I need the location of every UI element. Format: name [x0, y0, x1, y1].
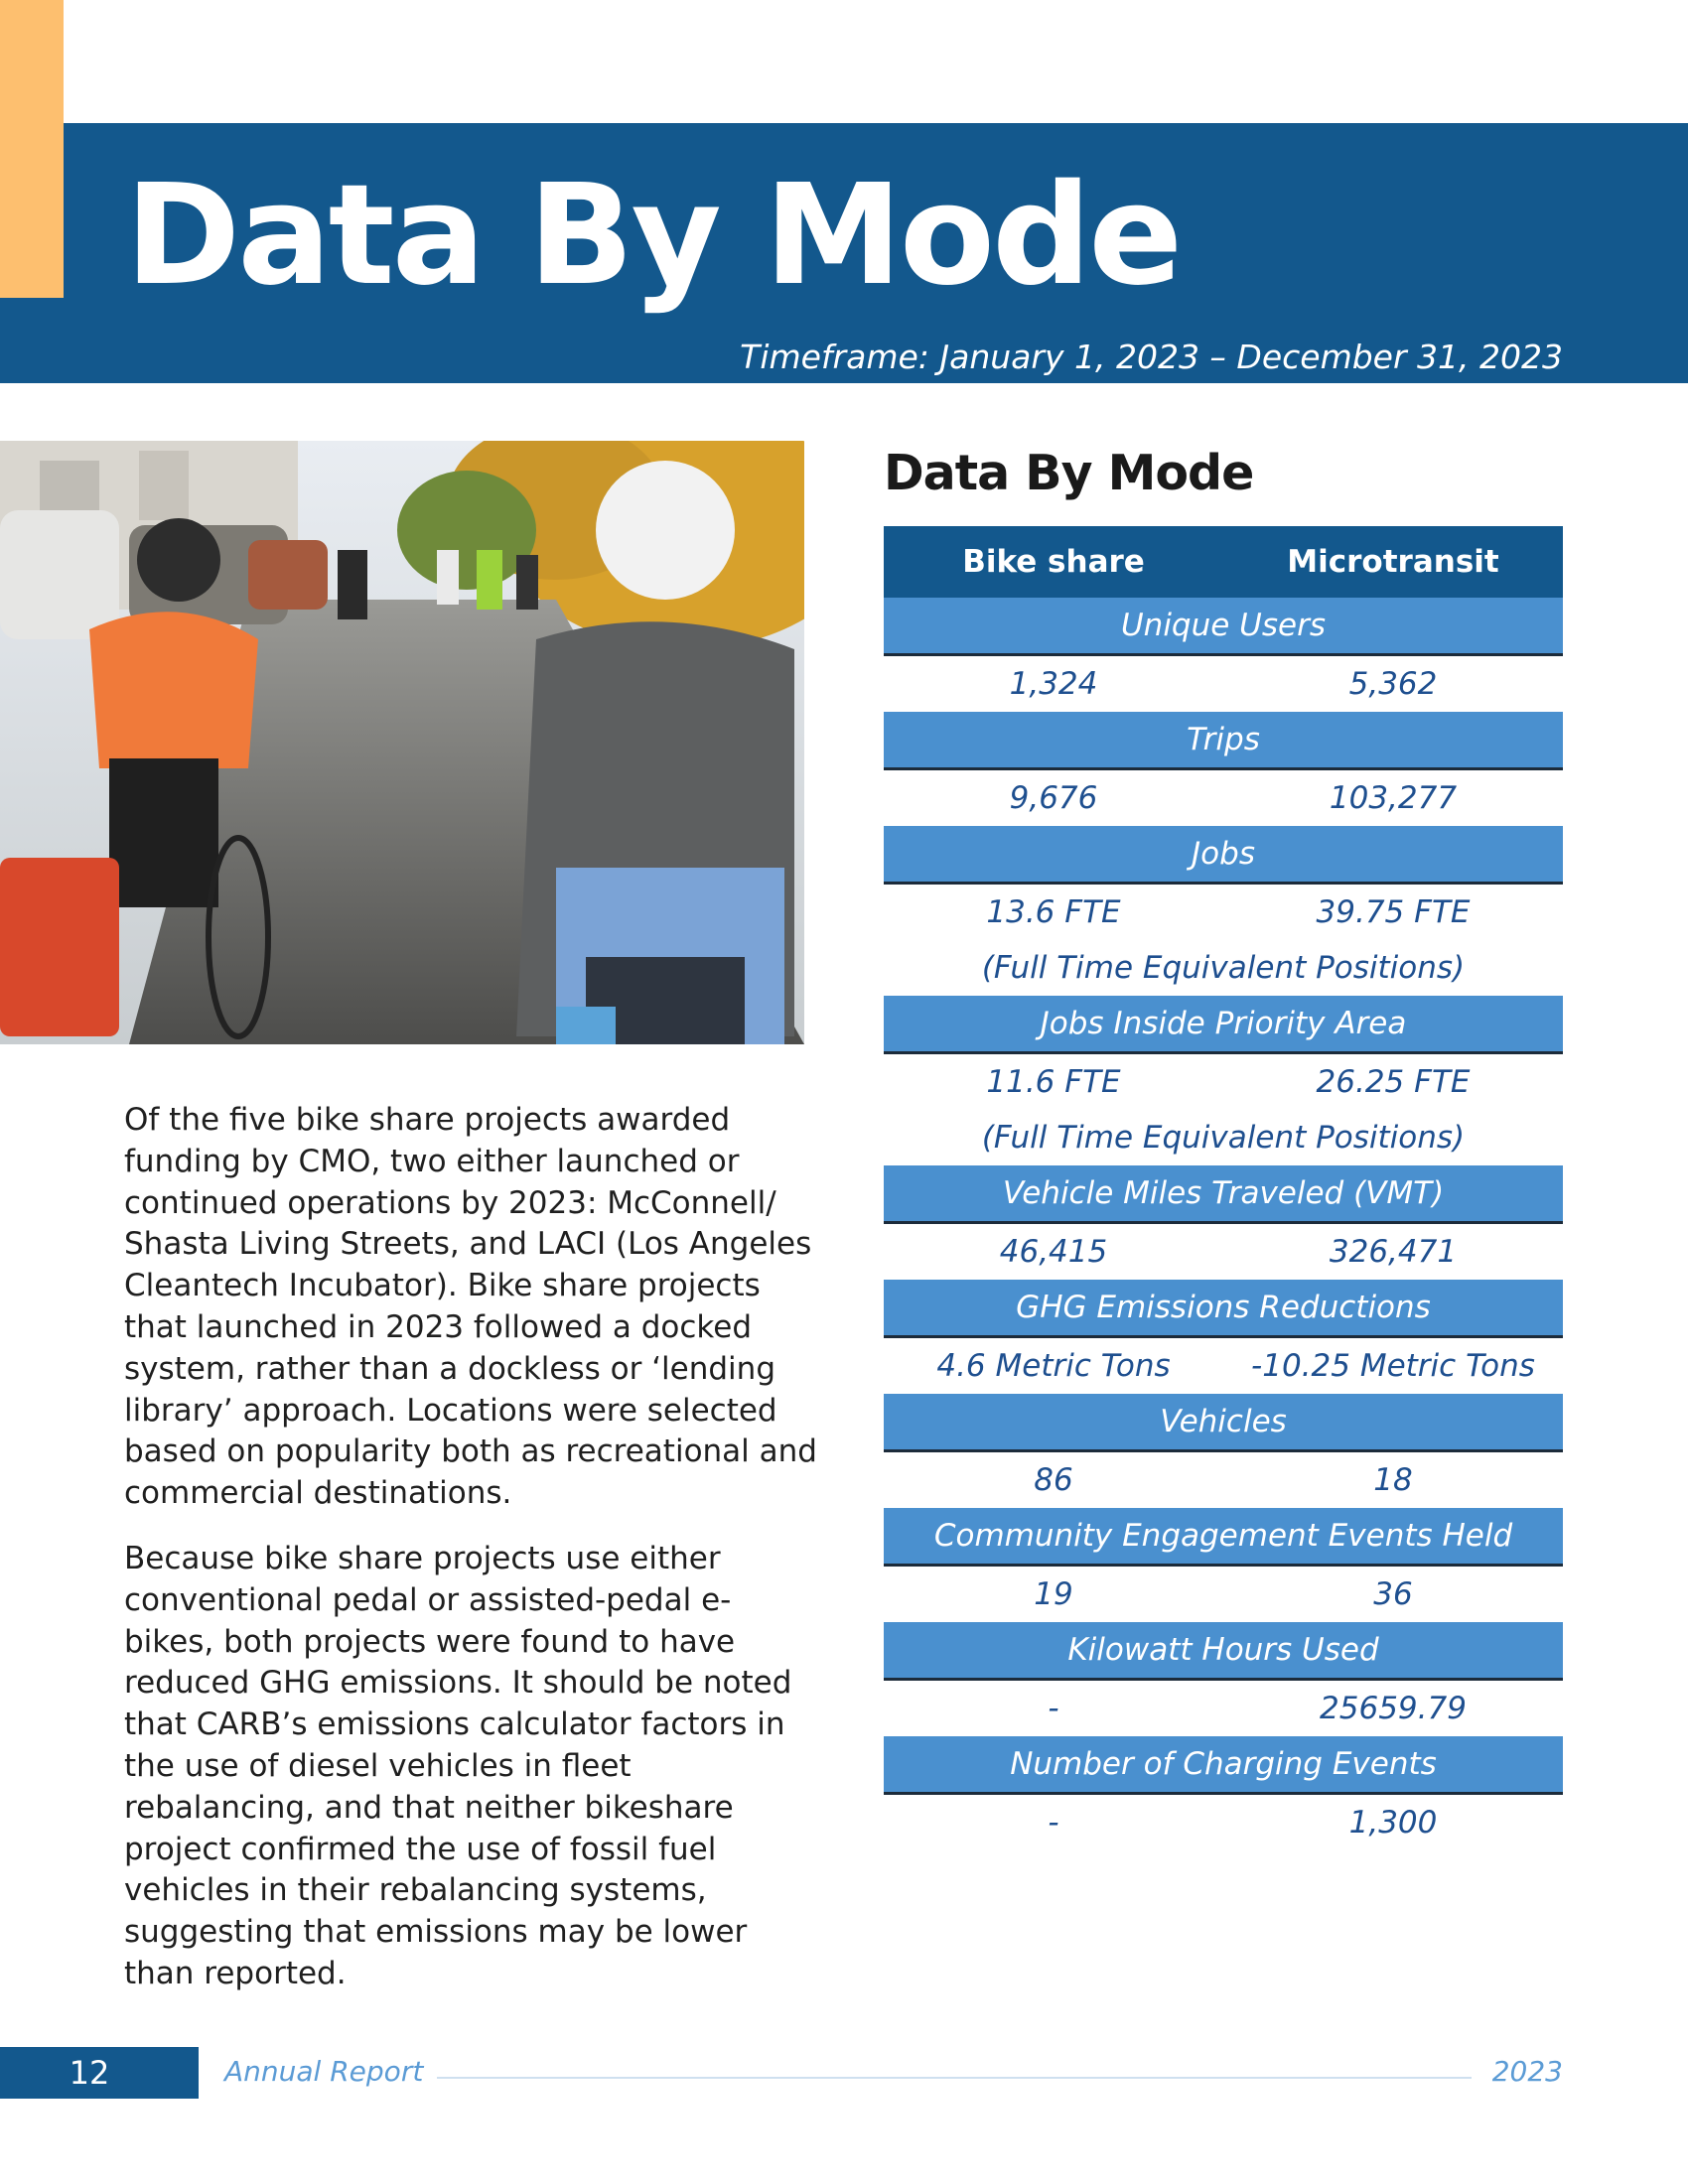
category-row: Community Engagement Events Held — [884, 1508, 1563, 1567]
body-text — [124, 1100, 819, 2019]
table-row — [884, 770, 1563, 826]
bike-share-value: 13.6 FTE — [986, 894, 1121, 930]
accent-bar-overlap — [0, 123, 64, 298]
table-row — [884, 1795, 1563, 1850]
category-row: GHG Emissions Reductions — [884, 1280, 1563, 1338]
table-row — [884, 1452, 1563, 1508]
fte-note: (Full Time Equivalent Positions) — [981, 1120, 1466, 1156]
category-row: Number of Charging Events — [884, 1736, 1563, 1795]
microtransit-value: -10.25 Metric Tons — [1251, 1348, 1535, 1384]
bike-share-value: 19 — [1034, 1576, 1073, 1612]
microtransit-value: 25659.79 — [1320, 1691, 1467, 1726]
category-row: Unique Users — [884, 598, 1563, 656]
body-paragraph-2: Because bike share projects use either conventional pedal or assisted-pedal e-bikes, both projects were found to have reduced GHG emissions. It should be noted that CARB’s emissions calculator factors in the use of diesel vehicles in fleet rebalancing, and that neither bikeshare project confirmed the use of fossil fuel vehicles in their rebalancing systems, suggesting that emissions may be lower than reported. — [124, 1540, 792, 1991]
category-row: Jobs — [884, 826, 1563, 885]
bike-share-value: - — [1048, 1691, 1059, 1726]
bike-share-value: 86 — [1034, 1462, 1073, 1498]
bike-share-value: 46,415 — [999, 1234, 1108, 1270]
table-heading: Data By Mode — [884, 445, 1254, 501]
bike-ride-photo — [0, 441, 804, 1044]
table-row — [884, 1224, 1563, 1280]
category-row: Trips — [884, 712, 1563, 770]
microtransit-value: 39.75 FTE — [1316, 894, 1471, 930]
bike-share-value: 4.6 Metric Tons — [936, 1348, 1171, 1384]
category-row: Vehicles — [884, 1394, 1563, 1452]
footer-report-label: Annual Report — [224, 2055, 424, 2088]
microtransit-value: 326,471 — [1329, 1234, 1458, 1270]
category-row: Kilowatt Hours Used — [884, 1622, 1563, 1681]
bike-share-value: - — [1048, 1805, 1059, 1841]
table-row — [884, 1681, 1563, 1736]
footer-year: 2023 — [1491, 2055, 1563, 2088]
table-header-row — [884, 526, 1563, 598]
fte-note: (Full Time Equivalent Positions) — [981, 950, 1466, 986]
column-header-microtransit: Microtransit — [1287, 544, 1499, 580]
footer-divider — [437, 2077, 1472, 2079]
table-row — [884, 656, 1563, 712]
bike-share-value: 1,324 — [1009, 666, 1098, 702]
bike-share-value: 9,676 — [1009, 780, 1098, 816]
bike-share-value: 11.6 FTE — [986, 1064, 1121, 1100]
category-row: Jobs Inside Priority Area — [884, 996, 1563, 1054]
microtransit-value: 103,277 — [1329, 780, 1458, 816]
table-row — [884, 1567, 1563, 1622]
data-table — [884, 526, 1563, 1850]
microtransit-value: 1,300 — [1348, 1805, 1438, 1841]
timeframe: Timeframe: January 1, 2023 – December 31, 2023 — [740, 338, 1563, 376]
table-row — [884, 885, 1563, 940]
page-number: 12 — [0, 2047, 199, 2099]
photo-bike-group-ride-icon — [0, 441, 804, 1044]
category-row: Vehicle Miles Traveled (VMT) — [884, 1165, 1563, 1224]
table-row — [884, 1054, 1563, 1110]
body-paragraph-1: Of the five bike share projects awarded funding by CMO, two either launched or continued operations by 2023: McConnell/ Shasta Living Streets, and LACI (Los Angeles Cleantech Incubator). Bike share projects that launched in 2023 followed a docked system, rather than a dockless or ‘lending library’ approach. Locations were selected based on popularity both as recreational and commercial destinations. — [124, 1102, 817, 1512]
microtransit-value: 18 — [1373, 1462, 1413, 1498]
table-row — [884, 1338, 1563, 1394]
microtransit-value: 36 — [1373, 1576, 1413, 1612]
microtransit-value: 26.25 FTE — [1316, 1064, 1471, 1100]
page-title: Data By Mode — [125, 155, 1181, 317]
column-header-bike-share: Bike share — [962, 544, 1145, 580]
microtransit-value: 5,362 — [1348, 666, 1438, 702]
